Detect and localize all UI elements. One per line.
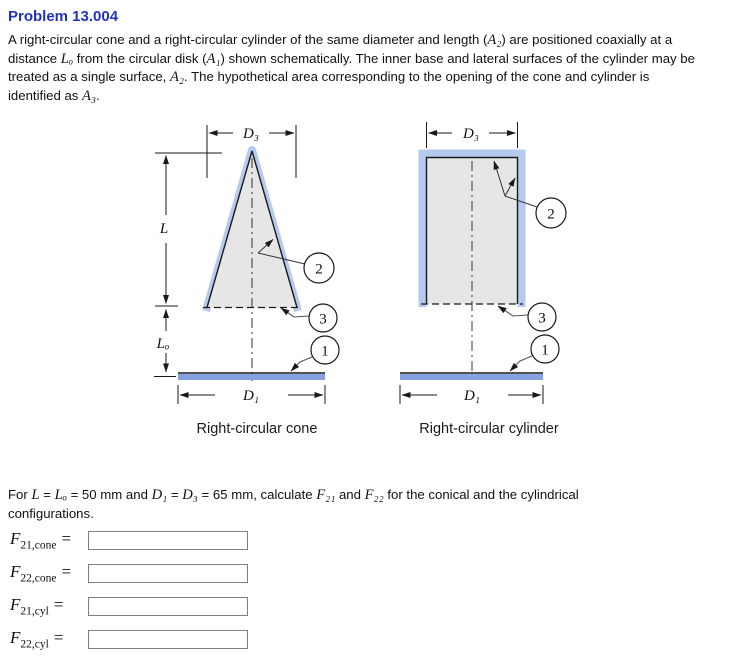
cylinder-callout-1-leader [510,356,532,371]
answer-row-f21-cone [10,527,248,553]
cone-callout-1-number: 1 [321,343,329,360]
l-label: L [159,221,169,237]
page-title: Problem 13.004 [8,8,119,25]
f-subscript: 22,cone [20,572,57,585]
equals-sign: = [61,528,72,548]
f-var: F [10,528,21,548]
cone-callout-3-number: 3 [319,311,327,328]
equals-sign: = [53,627,64,647]
cylinder-callout-1-number: 1 [541,342,549,359]
cone-caption: Right-circular cone [196,421,318,437]
cone-callout-1-leader [291,357,312,371]
answer-row-f22-cone [10,560,248,586]
f21-cone-input[interactable] [88,531,248,550]
cylinder-d1-label: D₁ [463,388,481,404]
cylinder-disk [400,374,543,380]
f21-cone-label [10,529,88,551]
answer-row-f21-cyl [10,593,248,619]
cylinder-caption: Right-circular cylinder [419,421,559,437]
equals-sign: = [61,561,72,581]
statement-line-3: treated as a single surface, A₂. The hypothetical area corresponding to the opening of the cone and cylinder is [8,69,650,86]
f21-cyl-input[interactable] [88,597,248,616]
answer-row-f22-cyl [10,626,248,652]
f-var: F [10,561,21,581]
f-var: F [10,627,21,647]
cone-diagram [154,125,339,437]
cylinder-d3-label: D₃ [462,126,480,142]
question-line-2: configurations. [8,505,94,521]
cylinder-callout-3-leader [498,306,528,316]
f22-cyl-label [10,628,88,650]
f-subscript: 22,cyl [20,638,49,651]
f-var: F [10,594,21,614]
cone-callout-2-number: 2 [315,261,323,278]
f21-cyl-label [10,595,88,617]
f-subscript: 21,cone [20,539,57,552]
statement-line-1: A right-circular cone and a right-circular cylinder of the same diameter and length (A₂) are positioned coaxially at a [8,32,673,48]
f22-cone-input[interactable] [88,564,248,583]
statement-line-2: distance Lₒ from the circular disk (A₁) shown schematically. The inner base and lateral surfaces of the cylinder may be [8,50,695,67]
f-subscript: 21,cyl [20,605,49,618]
cone-disk [178,374,325,380]
cone-d1-label: D₁ [242,388,260,404]
f22-cone-label [10,562,88,584]
cylinder-diagram [400,122,566,437]
equals-sign: = [53,594,64,614]
cylinder-callout-2-number: 2 [547,206,555,223]
cone-d3-label: D₃ [242,126,260,142]
cylinder-callout-3-number: 3 [538,310,546,327]
statement-line-4: identified as A₃. [8,87,100,104]
lo-label: Lₒ [156,336,170,352]
question-text [8,486,579,523]
f22-cyl-input[interactable] [88,630,248,649]
question-line-1: For L = Lₒ = 50 mm and D₁ = D₃ = 65 mm, calculate F₂₁ and F₂₂ for the conical and the cylindrical [8,487,579,503]
